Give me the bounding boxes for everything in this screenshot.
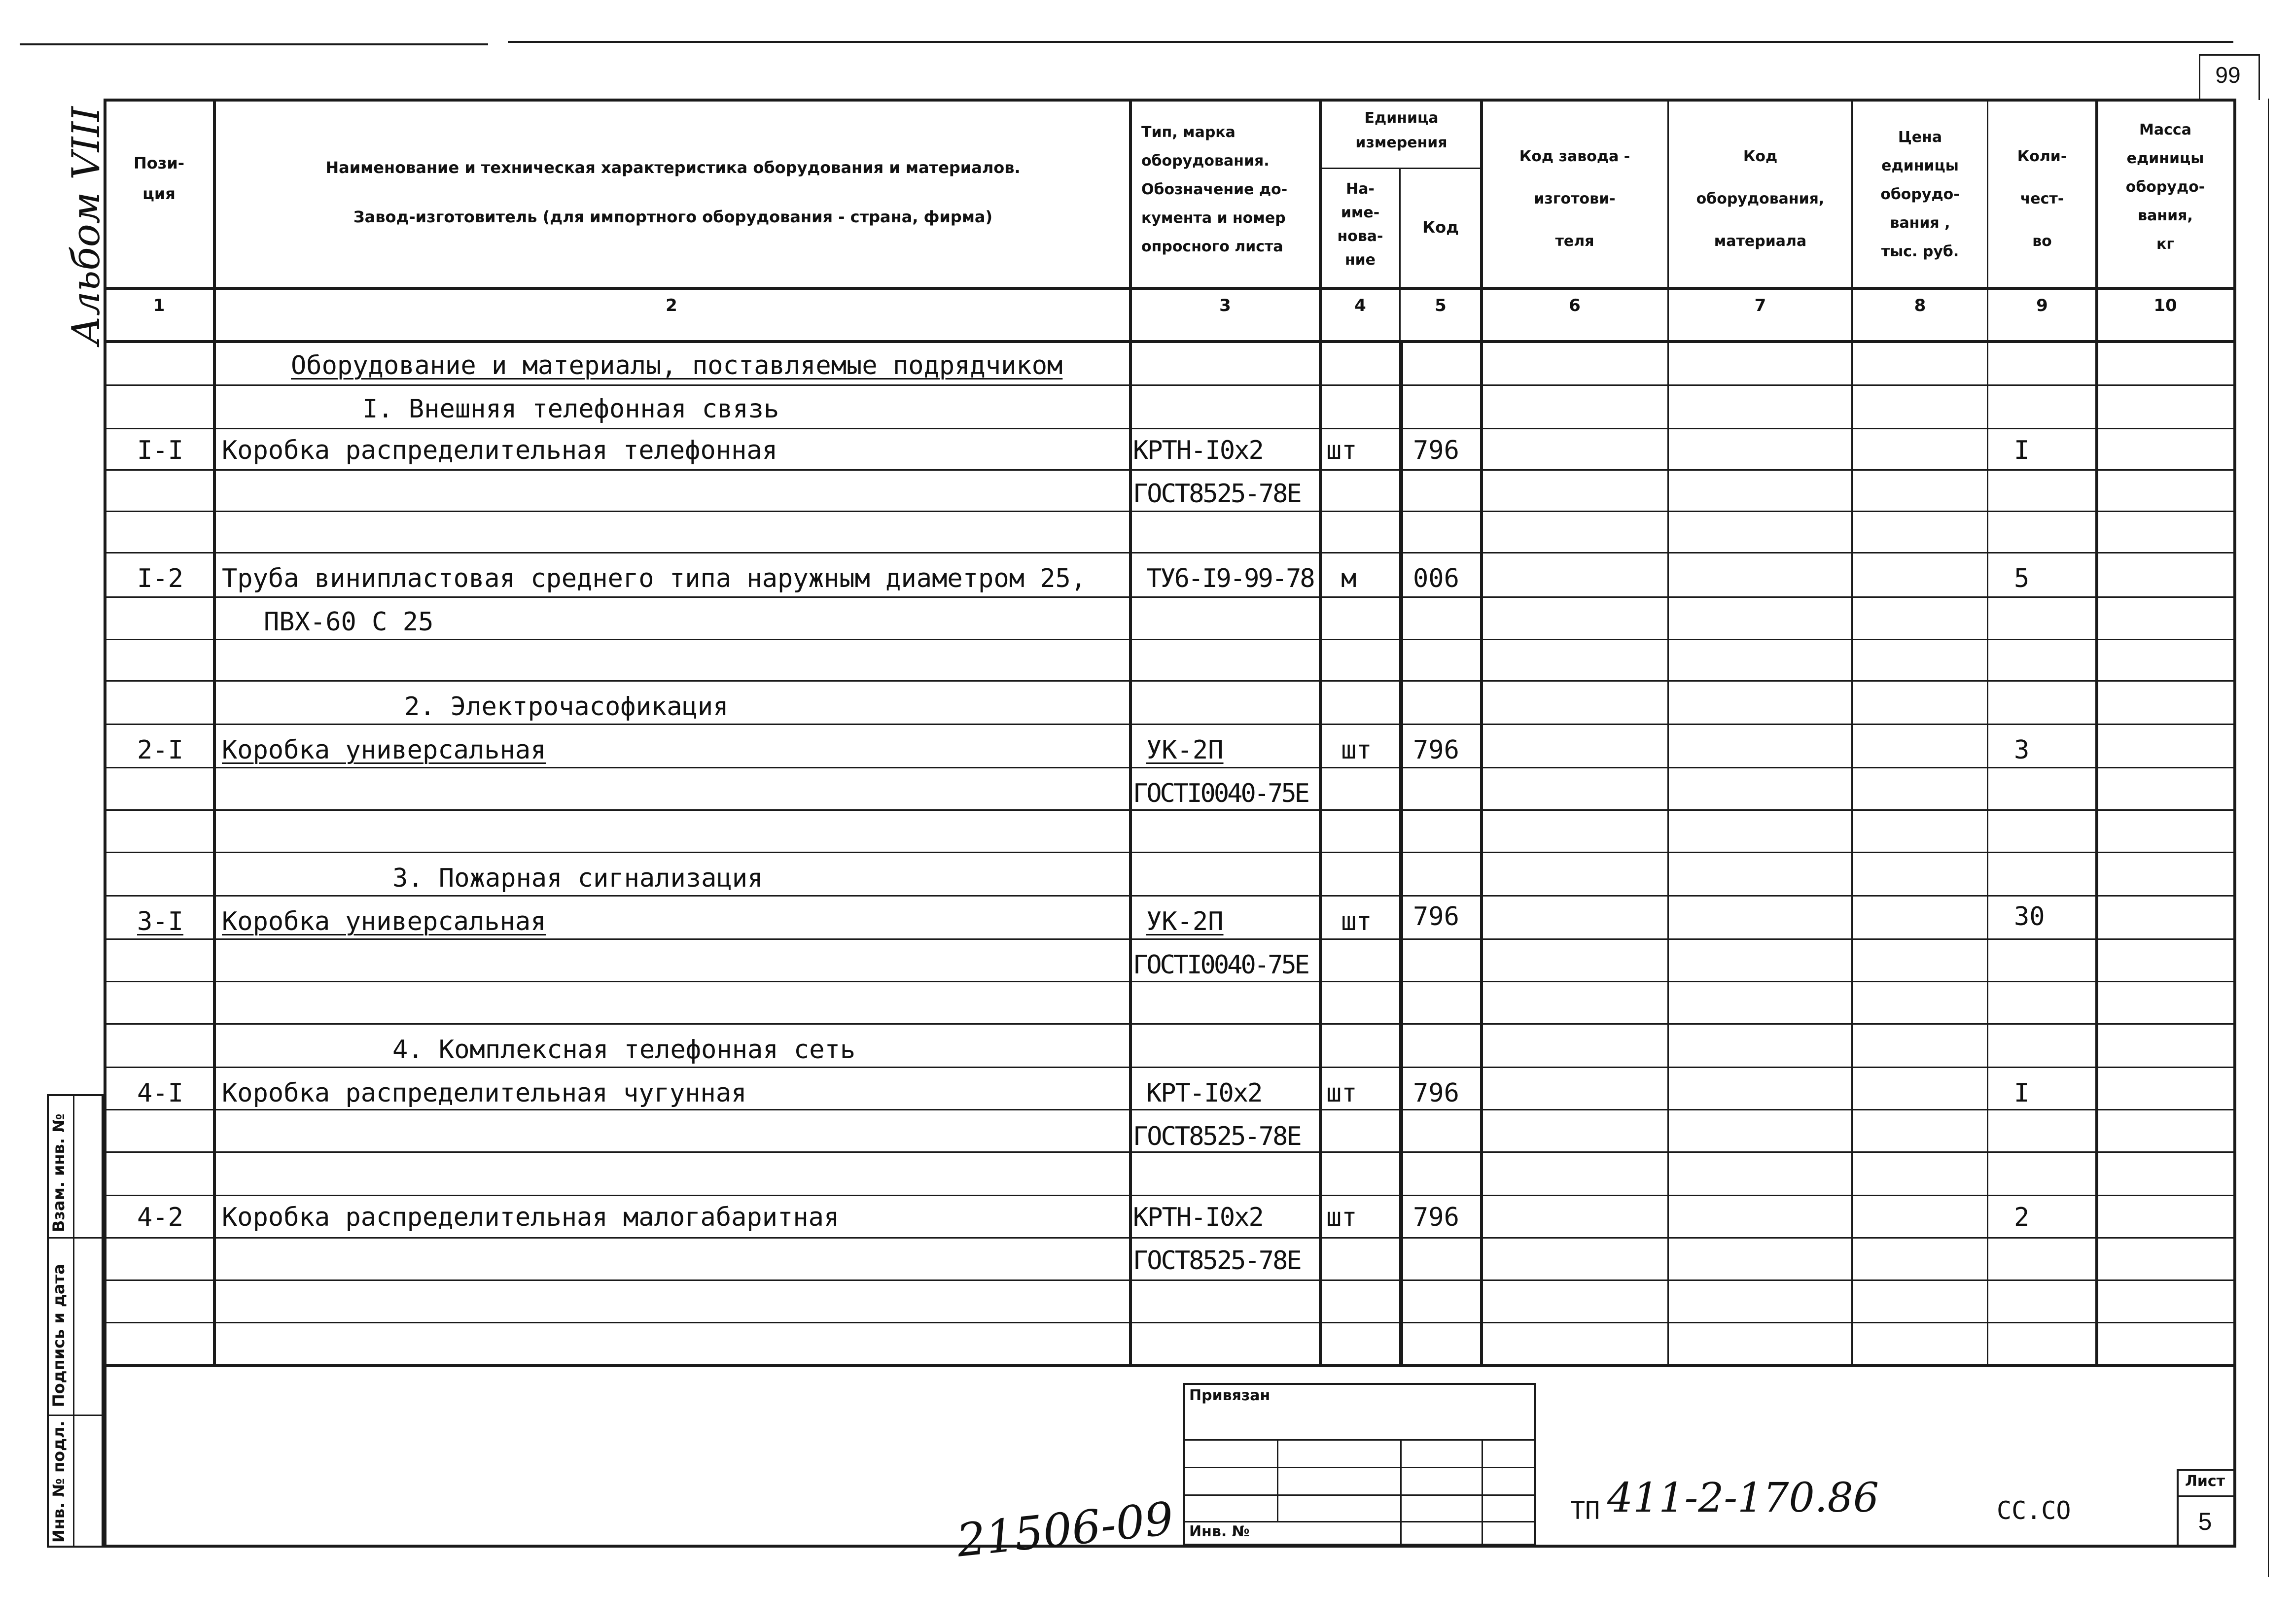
hdr-text: теля xyxy=(1555,233,1594,250)
row-type: КРТН-I0х2 xyxy=(1133,1203,1263,1232)
hdr-text: вания, xyxy=(2138,207,2193,224)
hdr-col3 xyxy=(1131,118,1319,261)
stamp-col xyxy=(1277,1439,1278,1521)
row-name: Коробка универсальная xyxy=(222,907,546,936)
colnum-9: 9 xyxy=(2036,296,2048,315)
side-stamp-div xyxy=(73,1094,74,1548)
row-unit: шт xyxy=(1326,436,1357,465)
col-sep-5 xyxy=(1480,99,1483,1365)
hdr-text: На- xyxy=(1346,180,1375,198)
hdr-text: Обозначение до- xyxy=(1141,181,1288,198)
hdr-text: кг xyxy=(2156,236,2175,253)
colnum-6: 6 xyxy=(1569,296,1581,315)
row-line xyxy=(104,680,2236,682)
row-name: Коробка универсальная xyxy=(222,735,546,765)
side-label-inv-podl: Инв. № подл. xyxy=(49,1420,68,1543)
hdr-col9 xyxy=(1989,136,2095,263)
row-unit: шт xyxy=(1341,907,1372,936)
side-label-vzam: Взам. инв. № xyxy=(49,1113,68,1232)
row-type: УК-2П xyxy=(1146,735,1224,765)
row-line xyxy=(104,1067,2236,1068)
row-line xyxy=(104,1195,2236,1196)
row-code: 796 xyxy=(1413,1078,1459,1108)
list-label: Лист xyxy=(2185,1473,2225,1490)
colnum-3: 3 xyxy=(1219,296,1231,315)
hdr-text: оборудования, xyxy=(1696,190,1825,207)
row-qty: 5 xyxy=(2014,564,2030,593)
row-qty: 30 xyxy=(2014,902,2045,932)
hdr-text: материала xyxy=(1714,233,1807,250)
row-line xyxy=(104,1023,2236,1025)
hdr-text: ция xyxy=(142,184,176,203)
row-line xyxy=(104,1109,2236,1110)
row-unit: шт xyxy=(1326,1078,1357,1108)
top-rule-right xyxy=(508,41,2233,43)
hdr-text: Пози- xyxy=(133,154,185,173)
row-qty: I xyxy=(2014,436,2030,465)
colnum-5: 5 xyxy=(1435,296,1447,315)
row-line xyxy=(104,428,2236,429)
hdr-text: Завод-изготовитель (для импортного оборудования - страна, фирма) xyxy=(353,207,993,226)
handwritten-number: 21506-09 xyxy=(954,1492,1176,1567)
list-number: 5 xyxy=(2198,1508,2212,1535)
row-line xyxy=(104,639,2236,640)
hdr-col8 xyxy=(1853,123,1987,266)
row-qty: 3 xyxy=(2014,735,2030,765)
row-name: Коробка распределительная чугунная xyxy=(222,1078,747,1108)
row-line xyxy=(104,1322,2236,1323)
row-line xyxy=(104,384,2236,386)
list-box-div xyxy=(2177,1495,2233,1497)
section-title: 2. Электрочасофикация xyxy=(404,692,729,722)
doc-code: СС.СО xyxy=(1997,1496,2071,1525)
colnum-7: 7 xyxy=(1754,296,1766,315)
numbers-bottom xyxy=(104,340,2236,343)
row-doc: ГОСТ8525-78Е xyxy=(1133,1122,1301,1151)
frame-left xyxy=(104,99,106,1548)
page-number: 99 xyxy=(2215,62,2241,88)
colnum-4: 4 xyxy=(1354,296,1366,315)
table-bottom xyxy=(104,1364,2236,1367)
row-qty: 2 xyxy=(2014,1203,2030,1232)
row-name: Коробка распределительная телефонная xyxy=(222,436,778,465)
hdr-text: единицы xyxy=(1881,157,1959,174)
side-label-signature: Подпись и дата xyxy=(49,1264,68,1407)
tp-prefix: ТП xyxy=(1570,1496,1600,1525)
hdr-text: оборудования. xyxy=(1141,152,1270,170)
hdr-text: измерения xyxy=(1355,134,1447,151)
hdr-text: ние xyxy=(1344,251,1376,269)
hdr-text: изготови- xyxy=(1534,190,1616,207)
row-name: Коробка распределительная малогабаритная xyxy=(222,1203,840,1232)
col-sep-3 xyxy=(1319,99,1322,1365)
row-line xyxy=(104,469,2236,471)
hdr-text: Наименование и техническая характеристика оборудования и материалов. xyxy=(325,158,1021,177)
row-line xyxy=(104,1237,2236,1239)
row-line xyxy=(104,596,2236,598)
row-code: 796 xyxy=(1413,902,1459,932)
col-sep-6 xyxy=(1667,99,1669,1365)
col-sep-7 xyxy=(1851,99,1853,1365)
hdr-text: Цена xyxy=(1898,129,1942,146)
hdr-text: единицы xyxy=(2126,150,2204,167)
hdr-text: оборудо- xyxy=(1880,186,1960,203)
row-pos: I-I xyxy=(137,436,183,465)
colnum-10: 10 xyxy=(2153,296,2177,315)
inv-no-label: Инв. № xyxy=(1189,1523,1250,1540)
top-rule-left xyxy=(20,43,488,45)
row-code: 796 xyxy=(1413,436,1459,465)
row-line xyxy=(104,511,2236,512)
row-pos: 3-I xyxy=(137,907,183,936)
row-qty: I xyxy=(2014,1078,2030,1108)
hdr-col1 xyxy=(106,148,212,209)
colnum-1: 1 xyxy=(153,296,165,315)
hdr-text: опросного листа xyxy=(1141,238,1283,255)
row-name-cont: ПВХ-60 С 25 xyxy=(264,607,434,637)
hdr-text: Код xyxy=(1743,148,1778,165)
side-stamp-row xyxy=(47,1237,104,1239)
row-line xyxy=(104,981,2236,982)
colnum-2: 2 xyxy=(666,296,677,315)
section-title: 3. Пожарная сигнализация xyxy=(392,864,763,893)
hdr-text: име- xyxy=(1341,204,1380,221)
hdr-col10 xyxy=(2097,116,2233,259)
row-line xyxy=(104,1151,2236,1153)
hdr-text: Коли- xyxy=(2017,148,2067,165)
row-line xyxy=(104,552,2236,553)
tp-code: 411-2-170.86 xyxy=(1607,1475,1879,1521)
hdr-text: нова- xyxy=(1337,228,1383,245)
stamp-col xyxy=(1400,1439,1402,1545)
row-line xyxy=(104,724,2236,725)
row-name: Труба винипластовая среднего типа наружным диаметром 25, xyxy=(222,564,1087,593)
col-sep-9 xyxy=(2095,99,2098,1365)
hdr-col5: Код xyxy=(1422,218,1459,237)
hdr-text: Масса xyxy=(2139,121,2191,138)
section-title: 4. Комплексная телефонная сеть xyxy=(392,1035,856,1065)
row-code: 006 xyxy=(1413,564,1459,593)
privyazan-label: Привязан xyxy=(1189,1387,1271,1404)
row-pos: 4-I xyxy=(137,1078,183,1108)
row-doc: ГОСТI0040-75Е xyxy=(1133,779,1308,808)
row-type: ТУ6-I9-99-78 xyxy=(1146,564,1314,593)
row-type: КРТ-I0х2 xyxy=(1146,1078,1262,1108)
hdr-text: Единица xyxy=(1364,109,1439,127)
stamp-col xyxy=(1482,1439,1483,1545)
frame-right xyxy=(2233,99,2236,1548)
row-pos: 4-2 xyxy=(137,1203,183,1232)
hdr-text: во xyxy=(2032,233,2052,250)
side-stamp-row xyxy=(47,1415,104,1416)
hdr-text: оборудо- xyxy=(2125,178,2205,196)
col-sep-2 xyxy=(1129,99,1132,1365)
row-line xyxy=(104,938,2236,940)
hdr-col6 xyxy=(1482,136,1667,263)
album-label: Альбом VIII xyxy=(64,106,108,345)
row-doc: ГОСТ8525-78Е xyxy=(1133,479,1301,509)
row-pos: I-2 xyxy=(137,564,183,593)
scan-edge xyxy=(2268,99,2269,1577)
row-line xyxy=(104,809,2236,811)
hdr-col7 xyxy=(1669,136,1851,263)
row-line xyxy=(104,767,2236,768)
hdr-text: тыс. руб. xyxy=(1881,243,1959,260)
unit-split xyxy=(1319,168,1482,169)
hdr-text: вания , xyxy=(1890,214,1950,232)
row-doc: ГОСТ8525-78Е xyxy=(1133,1246,1301,1276)
row-unit: шт xyxy=(1326,1203,1357,1232)
hdr-text: кумента и номер xyxy=(1141,209,1286,227)
col-sep-1 xyxy=(213,99,216,1365)
header-bottom xyxy=(104,287,2236,290)
hdr-text: Тип, марка xyxy=(1141,124,1235,141)
row-type: УК-2П xyxy=(1146,907,1224,936)
row-code: 796 xyxy=(1413,1203,1459,1232)
row-code: 796 xyxy=(1413,735,1459,765)
hdr-col4 xyxy=(1321,177,1399,272)
hdr-unit-title xyxy=(1321,106,1482,155)
row-type: КРТН-I0х2 xyxy=(1133,436,1263,465)
hdr-col2 xyxy=(217,143,1129,242)
row-unit: шт xyxy=(1341,735,1372,765)
row-pos: 2-I xyxy=(137,735,183,765)
row-line xyxy=(104,1279,2236,1281)
col-sep-8 xyxy=(1987,99,1988,1365)
row-doc: ГОСТI0040-75Е xyxy=(1133,950,1308,980)
row-line xyxy=(104,895,2236,897)
colnum-8: 8 xyxy=(1914,296,1926,315)
row-line xyxy=(104,852,2236,853)
section-title: I. Внешняя телефонная связь xyxy=(362,394,779,424)
hdr-text: чест- xyxy=(2020,190,2064,207)
row-unit: м xyxy=(1341,564,1357,593)
frame-top xyxy=(104,99,2236,102)
hdr-text: Код завода - xyxy=(1519,148,1630,165)
section-main-title: Оборудование и материалы, поставляемые подрядчиком xyxy=(291,351,1063,380)
